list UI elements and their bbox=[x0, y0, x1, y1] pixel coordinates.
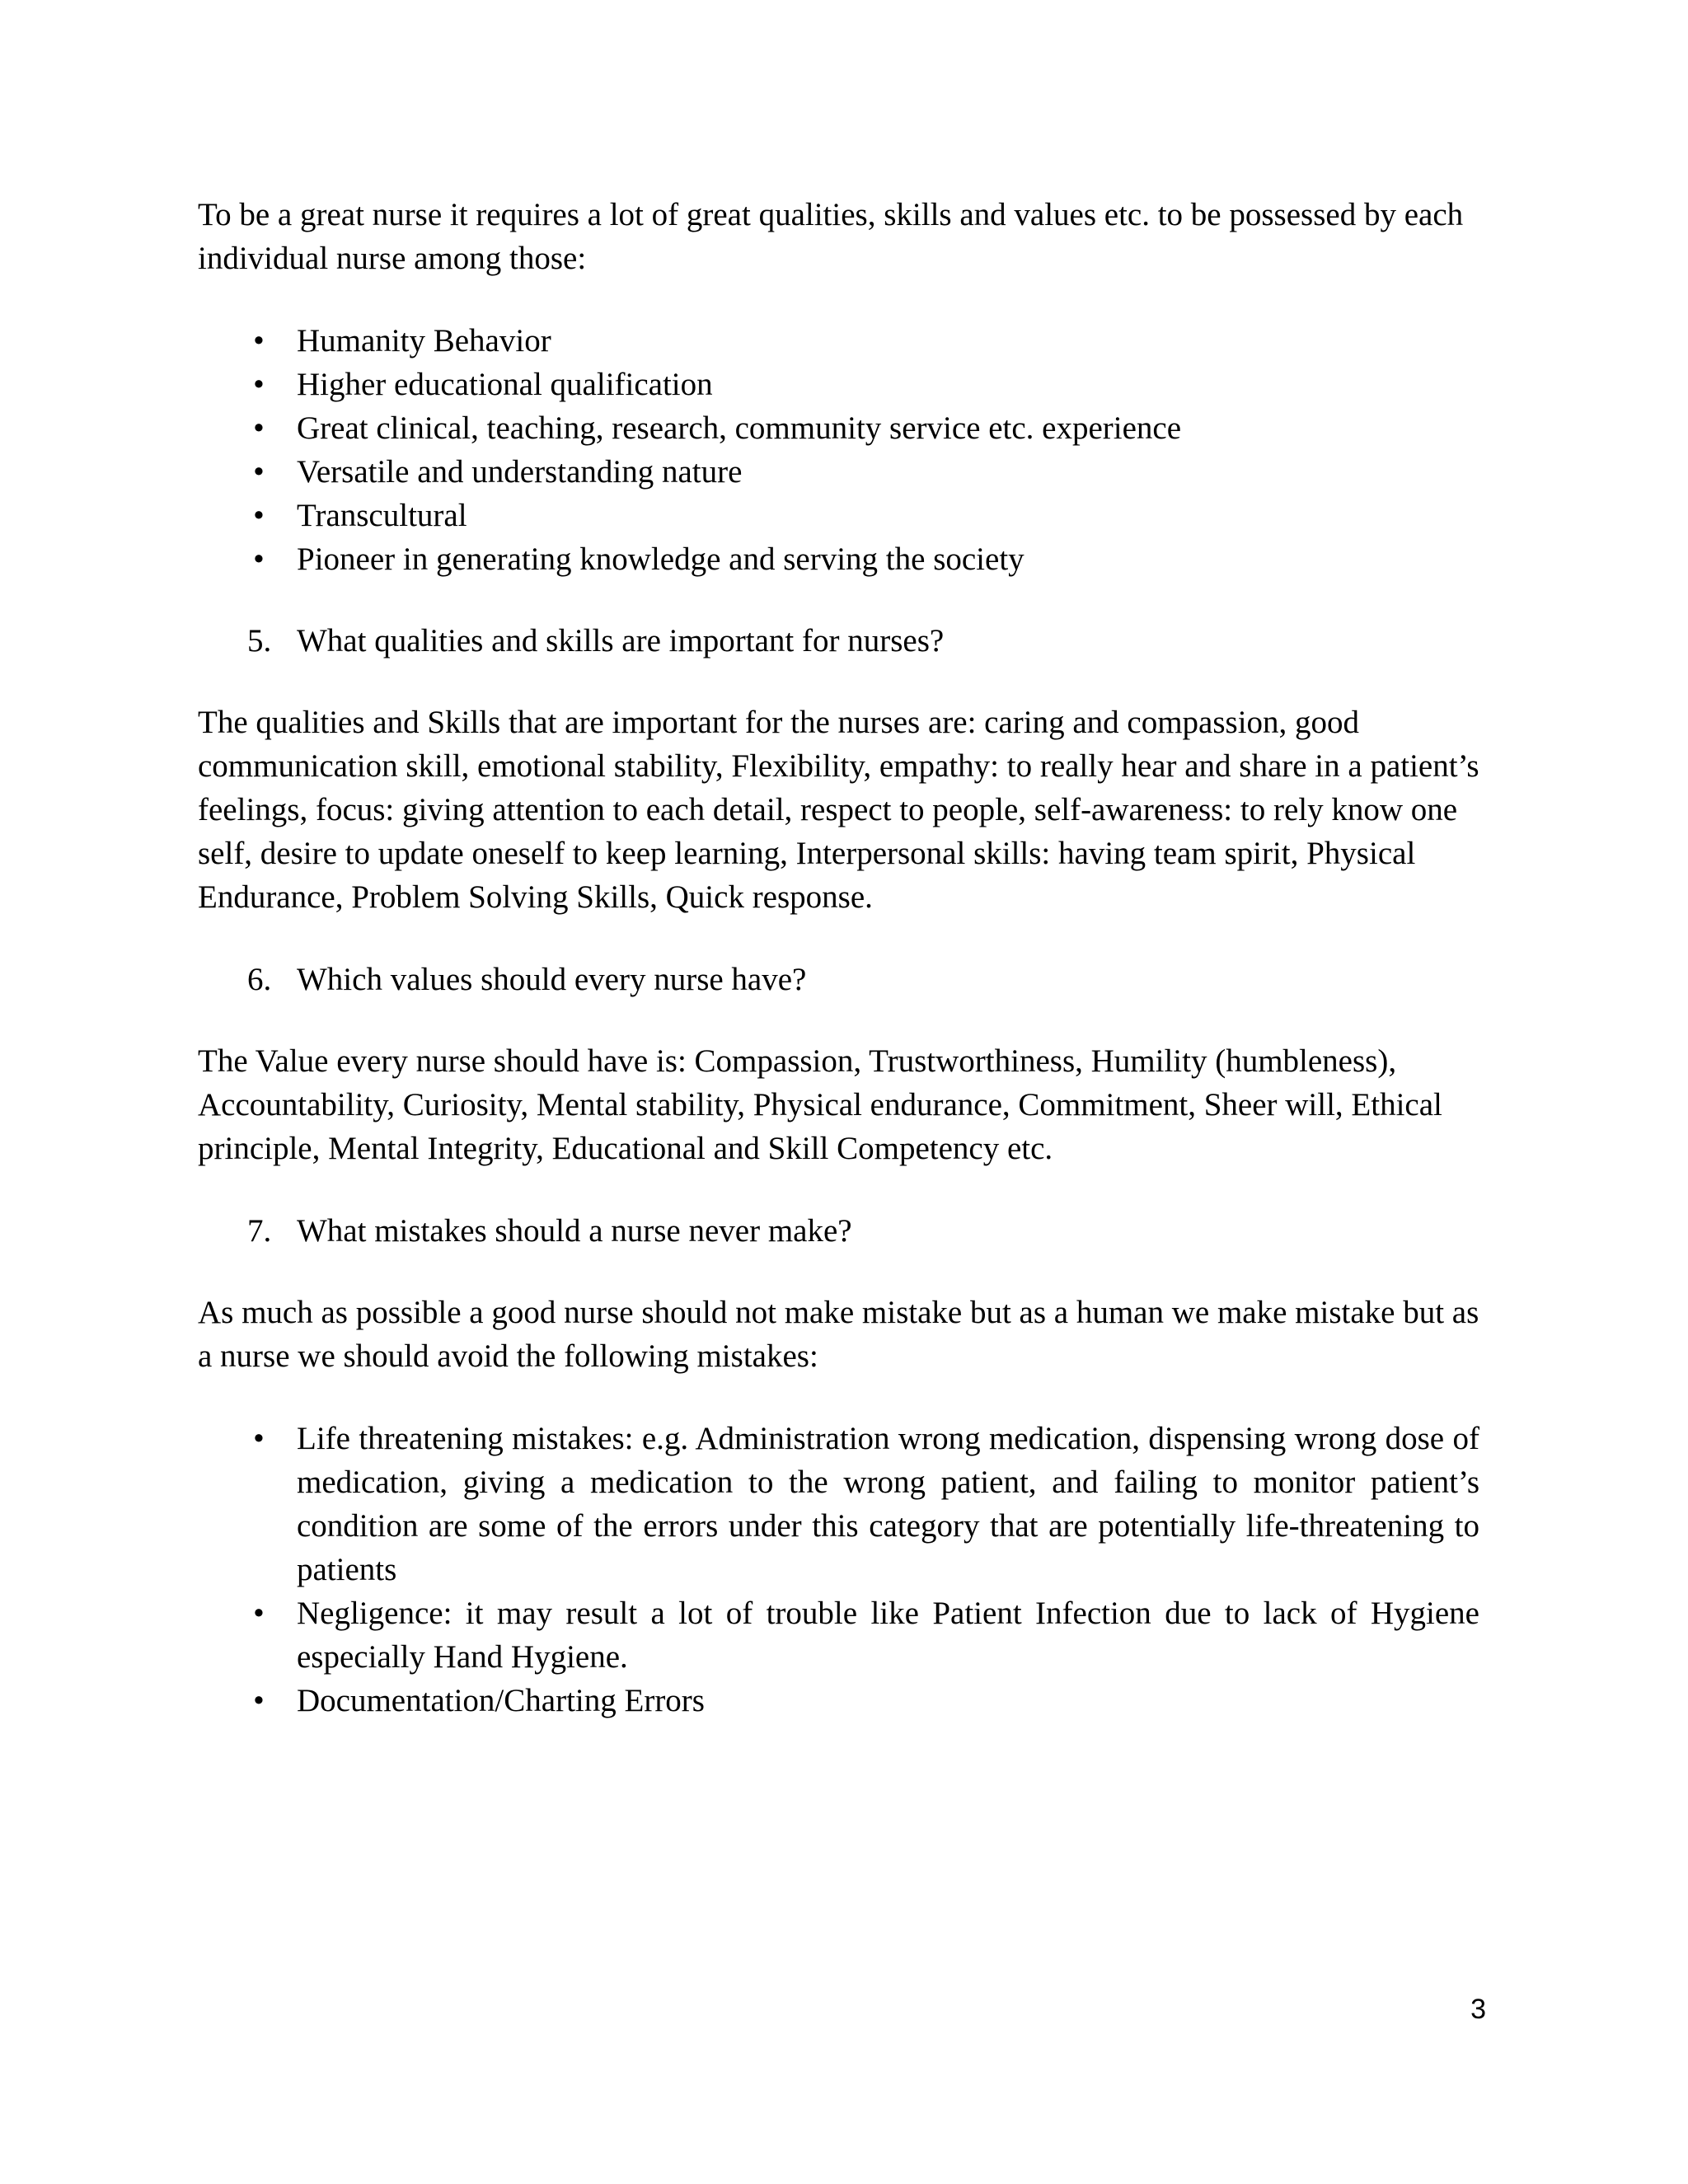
question-text: Which values should every nurse have? bbox=[297, 962, 807, 997]
list-item-text: Great clinical, teaching, research, community service etc. experience bbox=[297, 410, 1182, 446]
list-item-text: Life threatening mistakes: e.g. Administration wrong medication, dispensing wrong dose of medication, giving a medication to the wrong patient, and failing to monitor patient’s condition are some of the errors under this category that are potentially life-threatening to patients bbox=[297, 1421, 1479, 1587]
bullet-icon: • bbox=[253, 1683, 265, 1718]
list-item bbox=[198, 450, 1479, 494]
bullet-icon: • bbox=[253, 367, 265, 402]
list-item bbox=[198, 363, 1479, 406]
list-item bbox=[198, 494, 1479, 537]
question-number: 5. bbox=[247, 623, 272, 658]
list-item bbox=[198, 537, 1479, 581]
list-item bbox=[198, 406, 1479, 450]
list-item-text: Transcultural bbox=[297, 498, 467, 533]
list-item bbox=[198, 319, 1479, 363]
list-item-text: Documentation/Charting Errors bbox=[297, 1683, 705, 1718]
intro-paragraph: To be a great nurse it requires a lot of great qualities, skills and values etc. to be possessed by each individual nurse among those: bbox=[198, 197, 1464, 276]
answer-7-paragraph: As much as possible a good nurse should not make mistake but as a human we make mistake but as a nurse we should avoid the following mistakes: bbox=[198, 1295, 1479, 1374]
question-text: What mistakes should a nurse never make? bbox=[297, 1213, 852, 1249]
bullet-icon: • bbox=[253, 410, 265, 446]
answer-6-paragraph: The Value every nurse should have is: Compassion, Trustworthiness, Humility (humbleness), Accountability, Curiosity, Mental stability, Physical endurance, Commitment, Sheer will, Ethical principle, Mental Integrity, Educational and Skill Competency etc. bbox=[198, 1043, 1442, 1166]
bullet-icon: • bbox=[253, 1596, 265, 1631]
list-item bbox=[198, 1417, 1479, 1591]
page-number: 3 bbox=[1470, 1994, 1486, 2025]
bullet-icon: • bbox=[253, 454, 265, 490]
list-item-text: Pioneer in generating knowledge and serving the society bbox=[297, 541, 1025, 577]
bullet-icon: • bbox=[253, 541, 265, 577]
list-item-text: Humanity Behavior bbox=[297, 323, 551, 359]
mistakes-list bbox=[198, 1417, 1479, 1722]
answer-5-paragraph: The qualities and Skills that are important for the nurses are: caring and compassion, good communication skill, emotional stability, Flexibility, empathy: to really hear and share in a patient’s feelings, focus: giving attention to each detail, respect to people, self-awareness: to rely know one self, desire to update oneself to keep learning, Interpersonal skills: having team spirit, Physical Endurance, Problem Solving Skills, Quick response. bbox=[198, 705, 1479, 915]
list-item-text: Higher educational qualification bbox=[297, 367, 713, 402]
list-item-text: Versatile and understanding nature bbox=[297, 454, 743, 490]
page-content bbox=[198, 193, 1479, 1760]
question-text: What qualities and skills are important for nurses? bbox=[297, 623, 945, 658]
list-item bbox=[198, 1591, 1479, 1679]
question-number: 7. bbox=[247, 1213, 272, 1249]
list-item-text: Negligence: it may result a lot of trouble like Patient Infection due to lack of Hygiene especially Hand Hygiene. bbox=[297, 1596, 1479, 1675]
bullet-icon: • bbox=[253, 498, 265, 533]
bullet-icon: • bbox=[253, 1421, 265, 1456]
qualities-list bbox=[198, 319, 1479, 581]
list-item bbox=[198, 1679, 1479, 1722]
question-number: 6. bbox=[247, 962, 272, 997]
question-5 bbox=[198, 619, 1479, 663]
question-7 bbox=[198, 1209, 1479, 1253]
bullet-icon: • bbox=[253, 323, 265, 359]
question-6 bbox=[198, 958, 1479, 1001]
